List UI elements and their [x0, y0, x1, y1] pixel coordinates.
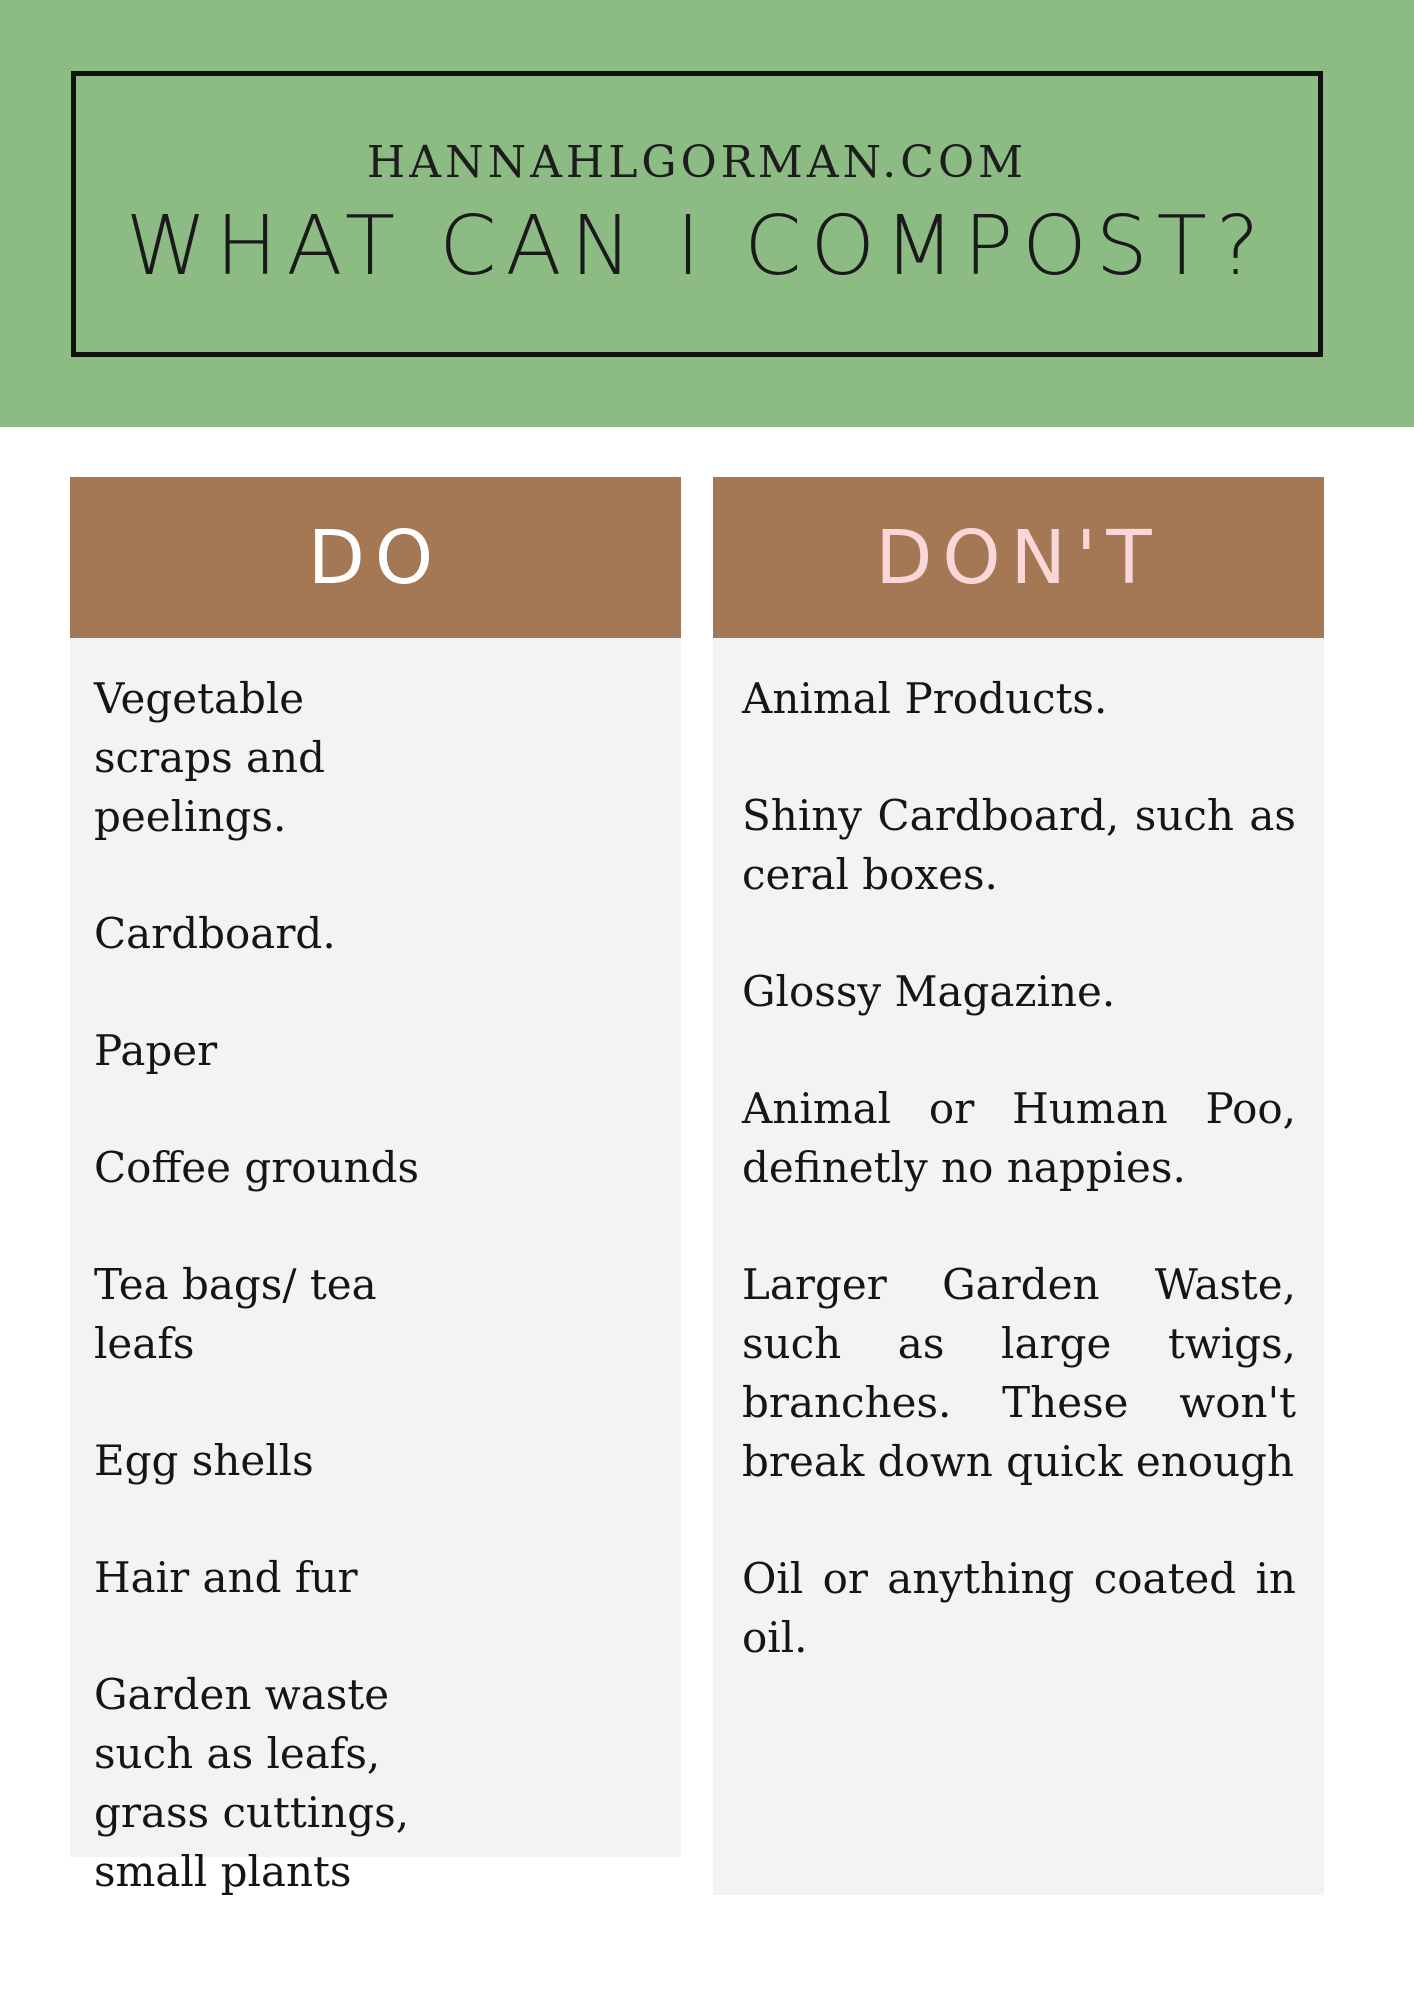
do-heading: DO: [70, 477, 681, 638]
do-item-paper: Paper: [94, 1026, 218, 1075]
dont-item-larger-garden-waste: Larger Garden Waste, such as large twigs, branches. These won't break down quick enough: [742, 1260, 1296, 1486]
do-item-tea-bags: Tea bags/ tea leafs: [94, 1260, 377, 1368]
do-item-hair-and-fur: Hair and fur: [94, 1553, 358, 1602]
do-column: [70, 477, 681, 1896]
dont-item-shiny-cardboard: Shiny Cardboard, such as ceral boxes.: [742, 791, 1296, 899]
do-item-cardboard: Cardboard.: [94, 909, 336, 958]
do-item-egg-shells: Egg shells: [94, 1436, 314, 1485]
dont-item-poo: Animal or Human Poo, definetly no nappies.: [742, 1084, 1296, 1192]
do-list: [70, 638, 681, 1896]
dont-heading: DON'T: [713, 477, 1324, 638]
header-band: [0, 0, 1414, 427]
dont-column: [713, 477, 1324, 1895]
dont-item-glossy-magazine: Glossy Magazine.: [742, 967, 1116, 1016]
title-box: [71, 71, 1323, 357]
dont-item-oil: Oil or anything coated in oil.: [742, 1554, 1296, 1662]
do-item-garden-waste: Garden waste such as leafs, grass cuttings, small plants: [94, 1670, 410, 1896]
dont-list: [713, 638, 1324, 1895]
page-title: WHAT CAN I COMPOST?: [125, 199, 1269, 294]
do-item-coffee-grounds: Coffee grounds: [94, 1143, 420, 1192]
dont-item-animal-products: Animal Products.: [742, 674, 1108, 723]
do-item-vegetable-scraps: Vegetable scraps and peelings.: [94, 674, 325, 841]
site-name: HANNAHLGORMAN.COM: [366, 137, 1028, 188]
